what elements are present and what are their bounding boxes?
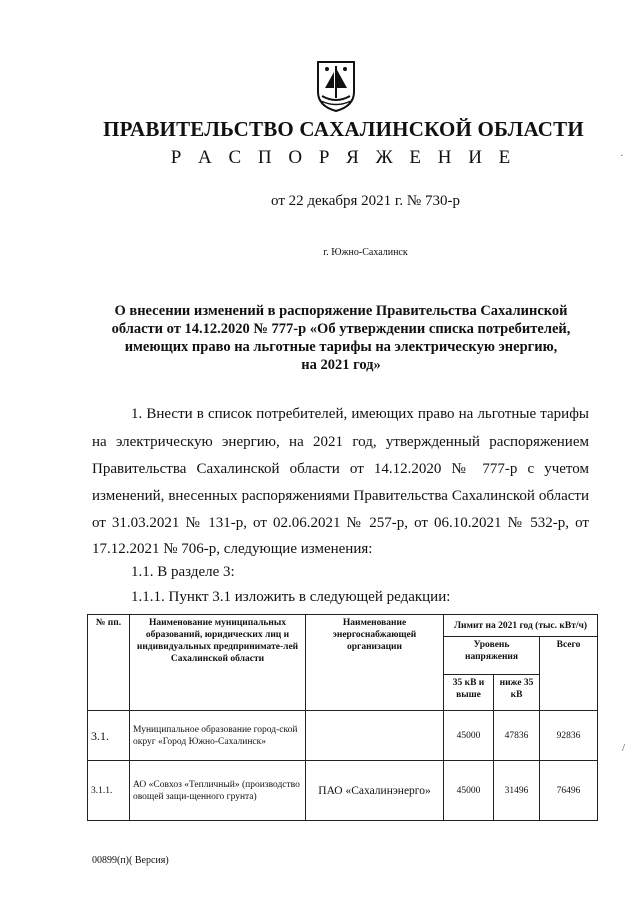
header-number: № пп. (88, 615, 130, 711)
table-row (88, 761, 598, 821)
row-below-35kv: 47836 (494, 711, 540, 761)
table-row (88, 711, 598, 761)
subject-line: на 2021 год» (301, 357, 381, 373)
header-name: Наименование муниципальных образований, юридических лиц и индивидуальных предпринимате-лей Сахалинской области (130, 615, 306, 711)
row-name: АО «Совхоз «Тепличный» (производство овощей защи-щенного грунта) (130, 761, 306, 821)
government-title: ПРАВИТЕЛЬСТВО САХАЛИНСКОЙ ОБЛАСТИ (103, 117, 584, 141)
paragraph-line: Правительства Сахалинской области от 14.12.2020 № 777-р с учетом (92, 461, 589, 477)
row-below-35kv: 31496 (494, 761, 540, 821)
paragraph-section: 1.1. В разделе 3: (131, 564, 235, 580)
row-supplier (306, 711, 444, 761)
scan-speck: · (620, 150, 624, 162)
document-type: Р А С П О Р Я Ж Е Н И Е (170, 147, 517, 168)
row-total: 92836 (540, 711, 598, 761)
row-number: 3.1.1. (88, 761, 130, 821)
header-total: Всего (540, 637, 598, 711)
header-voltage-level: Уровень напряжения (444, 637, 540, 675)
document-footer-code: 00899(п)( Версия) (92, 855, 169, 866)
subject-line: О внесении изменений в распоряжение Правительства Сахалинской (114, 303, 568, 319)
document-subject (96, 302, 586, 374)
row-total: 76496 (540, 761, 598, 821)
document-city: г. Южно-Сахалинск (323, 247, 408, 258)
row-35kv-and-above: 45000 (444, 711, 494, 761)
paragraph-line: от 31.03.2021 № 131-р, от 02.06.2021 № 257-р, от 06.10.2021 № 532-р, от (92, 515, 589, 531)
paragraph-line: 17.12.2021 № 706-р, следующие изменения: (92, 541, 373, 557)
paragraph-item: 1.1.1. Пункт 3.1 изложить в следующей редакции: (131, 589, 451, 605)
coat-of-arms-icon (315, 58, 357, 112)
limits-table (87, 614, 598, 821)
document-date-number: от 22 декабря 2021 г. № 730-р (271, 193, 460, 209)
paragraph-line: 1. Внести в список потребителей, имеющих право на льготные тарифы (131, 406, 589, 422)
header-limit: Лимит на 2021 год (тыс. кВт/ч) (444, 615, 598, 637)
paragraph-line: на электрическую энергию, на 2021 год, утвержденный распоряжением (92, 434, 589, 450)
subject-line: имеющих право на льготные тарифы на электрическую энергию, (124, 339, 558, 355)
subject-line: области от 14.12.2020 № 777-р «Об утверждении списка потребителей, (111, 321, 571, 337)
scan-speck: / (622, 742, 626, 754)
row-35kv-and-above: 45000 (444, 761, 494, 821)
row-number: 3.1. (88, 711, 130, 761)
header-35kv-and-above: 35 кВ и выше (444, 675, 494, 711)
row-name: Муниципальное образование город-ской округ «Город Южно-Сахалинск» (130, 711, 306, 761)
paragraph-line: изменений, внесенных распоряжениями Правительства Сахалинской области (92, 488, 589, 504)
header-supplier: Наименование энергоснабжающей организации (306, 615, 444, 711)
row-supplier: ПАО «Сахалинэнерго» (306, 761, 444, 821)
header-below-35kv: ниже 35 кВ (494, 675, 540, 711)
